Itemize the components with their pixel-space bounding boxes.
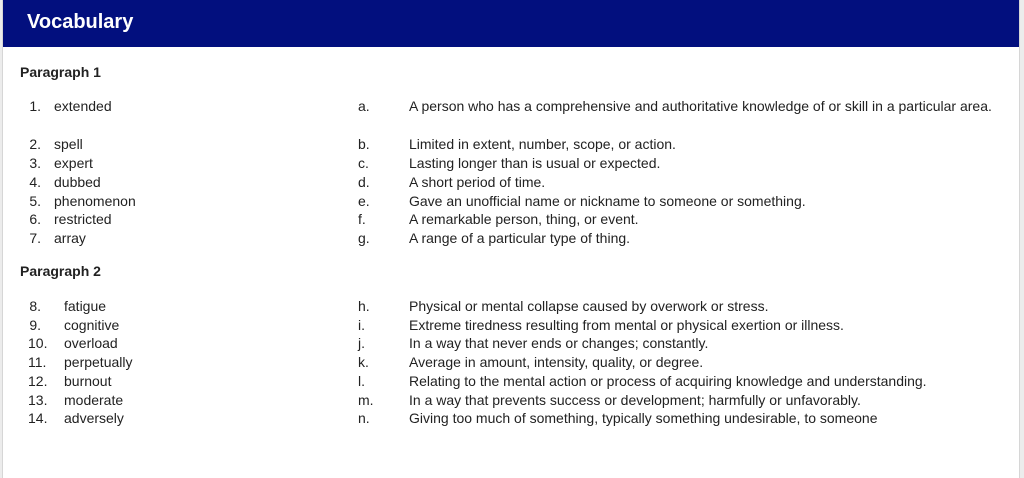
definition-letter: g. [358,230,370,246]
vocab-term: perpetually [64,354,133,370]
vocab-term: expert [54,155,93,171]
vocab-definition: Lasting longer than is usual or expected. [409,155,661,171]
item-number: 9. [29,317,41,333]
definition-letter: n. [358,410,370,426]
vocab-definition: Gave an unofficial name or nickname to someone or something. [409,193,806,209]
vocab-term: spell [54,136,83,152]
definition-letter: f. [358,211,366,227]
item-number: 2. [29,136,41,152]
vocab-term: dubbed [54,174,101,190]
vocab-definition: Limited in extent, number, scope, or action. [409,136,676,152]
vocab-definition: A short period of time. [409,174,546,190]
item-number: 13. [28,392,48,408]
vocab-term: restricted [54,211,112,227]
section-title-paragraph-1: Paragraph 1 [20,64,101,80]
vocab-definition: Giving too much of something, typically something undesirable, to someone [409,410,878,426]
vocab-definition: Physical or mental collapse caused by overwork or stress. [409,298,769,314]
item-number: 11. [28,354,47,370]
item-number: 1. [29,98,41,114]
item-number: 5. [29,193,41,209]
vocab-term: extended [54,98,112,114]
vocab-definition: In a way that prevents success or development; harmfully or unfavorably. [409,392,861,408]
vocab-definition: Relating to the mental action or process of acquiring knowledge and understanding. [409,373,927,389]
vocab-term: fatigue [64,298,107,314]
vocab-definition: Average in amount, intensity, quality, or degree. [409,354,704,370]
definition-letter: e. [358,193,370,209]
vocab-term: overload [64,335,118,351]
definition-letter: k. [358,354,369,370]
vocab-definition: A remarkable person, thing, or event. [409,211,639,227]
page-title: Vocabulary [3,0,1019,47]
vocab-term: adversely [64,410,124,426]
vocab-definition: A range of a particular type of thing. [409,230,631,246]
item-number: 7. [29,230,41,246]
item-number: 10. [28,335,48,351]
item-number: 3. [29,155,41,171]
vocab-term: phenomenon [54,193,136,209]
item-number: 6. [29,211,41,227]
vocab-term: array [54,230,86,246]
vocab-term: moderate [64,392,124,408]
definition-letter: c. [358,155,369,171]
vocab-definition: Extreme tiredness resulting from mental or physical exertion or illness. [409,317,844,333]
definition-letter: d. [358,174,370,190]
vocabulary-card [2,0,1020,478]
definition-letter: m. [358,392,374,408]
definition-letter: i. [358,317,365,333]
definition-letter: h. [358,298,370,314]
item-number: 4. [29,174,41,190]
definition-letter: l. [358,373,365,389]
vocab-term: cognitive [64,317,120,333]
definition-letter: j. [358,335,365,351]
definition-letter: b. [358,136,370,152]
item-number: 12. [28,373,48,389]
vocab-definition: A person who has a comprehensive and authoritative knowledge of or skill in a particular area. [409,98,992,114]
vocab-definition: In a way that never ends or changes; constantly. [409,335,709,351]
item-number: 14. [28,410,48,426]
vocab-term: burnout [64,373,112,389]
definition-letter: a. [358,98,370,114]
item-number: 8. [29,298,41,314]
section-title-paragraph-2: Paragraph 2 [20,263,101,279]
